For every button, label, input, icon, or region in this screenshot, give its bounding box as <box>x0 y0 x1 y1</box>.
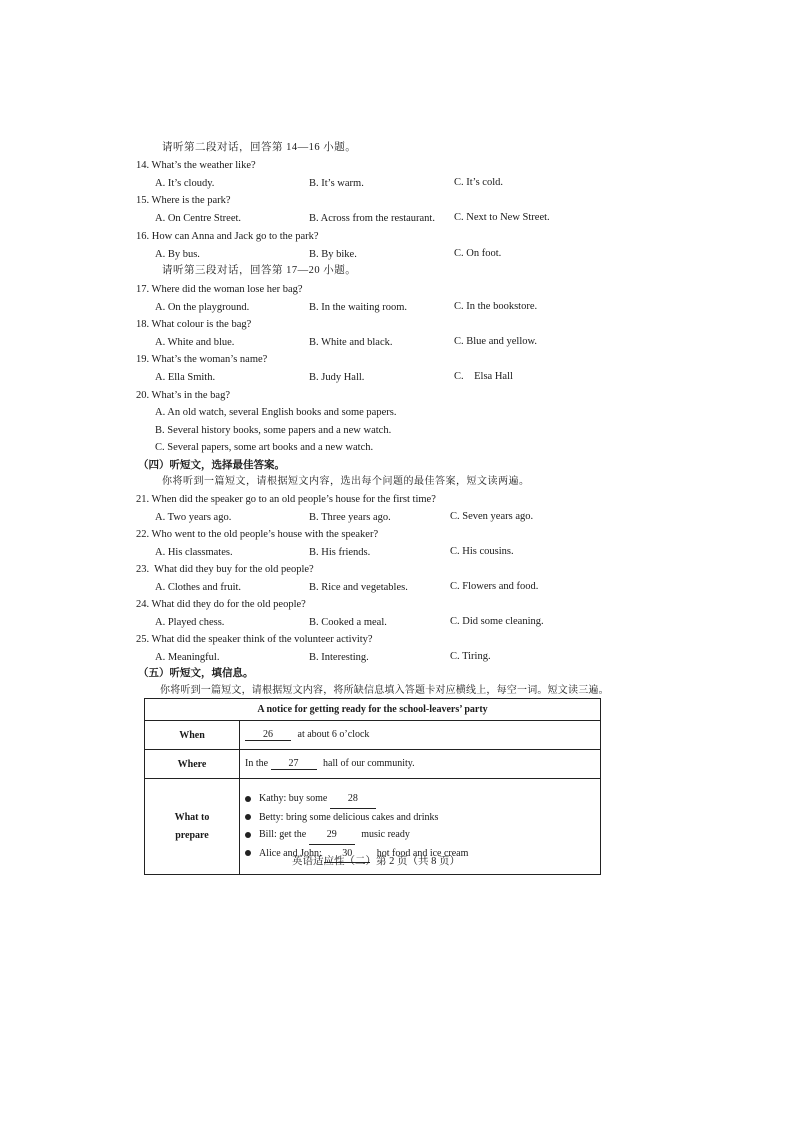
when-text: at about 6 o’clock <box>297 729 370 740</box>
bullet-icon <box>245 796 251 802</box>
option-25-a: A. Meaningful. <box>155 652 220 663</box>
section5-description: 你将听到一篇短文，请根据短文内容，将所缺信息填入答题卡对应横线上，每空一词。短文读三遍。 <box>160 685 609 696</box>
option-19-b: B. Judy Hall. <box>309 372 365 383</box>
item-suffix: music ready <box>361 829 410 840</box>
option-23-b: B. Rice and vegetables. <box>309 582 408 593</box>
prepare-label <box>145 779 240 875</box>
option-17-b: B. In the waiting room. <box>309 302 407 313</box>
when-label: When <box>145 721 240 750</box>
section4-description: 你将听到一篇短文，请根据短文内容，选出每个问题的最佳答案，短文读两遍。 <box>162 476 530 487</box>
prepare-label-line2: prepare <box>175 829 209 841</box>
blank-27: 27 <box>271 758 317 770</box>
bullet-icon <box>245 832 251 838</box>
where-label: Where <box>145 750 240 779</box>
question-16: 16. How can Anna and Jack go to the park? <box>136 231 319 242</box>
where-text: hall of our community. <box>323 758 415 769</box>
item-prefix: Kathy: buy some <box>259 793 328 804</box>
item-prefix: Alice and John: <box>259 847 322 859</box>
option-22-c: C. His cousins. <box>450 546 514 557</box>
item-prefix: Bill: get the <box>259 829 307 840</box>
question-14: 14. What’s the weather like? <box>136 160 256 171</box>
option-16-c: C. On foot. <box>454 248 502 259</box>
option-19-c: C. Elsa Hall <box>454 371 513 382</box>
option-17-a: A. On the playground. <box>155 302 250 313</box>
option-20-b: B. Several history books, some papers and a new watch. <box>155 425 392 436</box>
option-24-a: A. Played chess. <box>155 617 225 628</box>
option-25-c: C. Tiring. <box>450 651 491 662</box>
option-21-c: C. Seven years ago. <box>450 511 534 522</box>
blank-30: 30 <box>324 845 370 864</box>
instruction-part2: 请听第二段对话，回答第 14—16 小题。 <box>162 142 357 153</box>
question-21: 21. When did the speaker go to an old people’s house for the first time? <box>136 494 436 505</box>
option-18-a: A. White and blue. <box>155 337 235 348</box>
option-20-a: A. An old watch, several English books and some papers. <box>155 407 397 418</box>
option-20-c: C. Several papers, some art books and a new watch. <box>155 442 374 453</box>
bullet-icon <box>245 814 251 820</box>
option-18-b: B. White and black. <box>309 337 393 348</box>
prepare-label-line1: What to <box>174 811 210 823</box>
question-23: 23. What did they buy for the old people? <box>136 564 314 575</box>
question-17: 17. Where did the woman lose her bag? <box>136 284 303 295</box>
option-22-b: B. His friends. <box>309 547 371 558</box>
prepare-item <box>245 790 600 809</box>
section4-title: （四）听短文，选择最佳答案。 <box>138 460 285 471</box>
option-21-a: A. Two years ago. <box>155 512 232 523</box>
option-14-b: B. It’s warm. <box>309 178 364 189</box>
bullet-icon <box>245 850 251 856</box>
option-23-a: A. Clothes and fruit. <box>155 582 242 593</box>
blank-26: 26 <box>245 729 291 741</box>
item-suffix: hot food and ice cream <box>376 847 469 859</box>
notice-title: A notice for getting ready for the school-leavers’ party <box>145 699 601 721</box>
prepare-item <box>245 809 600 827</box>
option-15-c: C. Next to New Street. <box>454 212 550 223</box>
notice-table <box>144 698 601 875</box>
question-20: 20. What’s in the bag? <box>136 390 230 401</box>
when-content <box>240 721 601 750</box>
blank-28: 28 <box>330 790 376 809</box>
question-22: 22. Who went to the old people’s house with the speaker? <box>136 529 379 540</box>
option-15-b: B. Across from the restaurant. <box>309 213 435 224</box>
question-15: 15. Where is the park? <box>136 195 231 206</box>
option-22-a: A. His classmates. <box>155 547 233 558</box>
page-footer: 英语适应性（二）第 2 页（共 8 页） <box>292 856 460 867</box>
blank-29: 29 <box>309 826 355 845</box>
option-24-b: B. Cooked a meal. <box>309 617 387 628</box>
option-24-c: C. Did some cleaning. <box>450 616 544 627</box>
option-21-b: B. Three years ago. <box>309 512 391 523</box>
option-17-c: C. In the bookstore. <box>454 301 538 312</box>
option-23-c: C. Flowers and food. <box>450 581 539 592</box>
option-18-c: C. Blue and yellow. <box>454 336 538 347</box>
option-16-b: B. By bike. <box>309 249 357 260</box>
option-15-a: A. On Centre Street. <box>155 213 242 224</box>
option-25-b: B. Interesting. <box>309 652 369 663</box>
section5-title: （五）听短文，填信息。 <box>138 668 254 679</box>
item-prefix: Betty: bring some delicious cakes and drinks <box>259 811 439 823</box>
question-24: 24. What did they do for the old people? <box>136 599 306 610</box>
question-25: 25. What did the speaker think of the volunteer activity? <box>136 634 373 645</box>
option-14-a: A. It’s cloudy. <box>155 178 215 189</box>
prepare-item <box>245 826 600 845</box>
where-content <box>240 750 601 779</box>
option-14-c: C. It’s cold. <box>454 177 503 188</box>
instruction-part3: 请听第三段对话，回答第 17—20 小题。 <box>162 265 357 276</box>
option-19-a: A. Ella Smith. <box>155 372 216 383</box>
where-prefix: In the <box>245 758 269 769</box>
question-18: 18. What colour is the bag? <box>136 319 252 330</box>
option-16-a: A. By bus. <box>155 249 200 260</box>
question-19: 19. What’s the woman’s name? <box>136 354 268 365</box>
